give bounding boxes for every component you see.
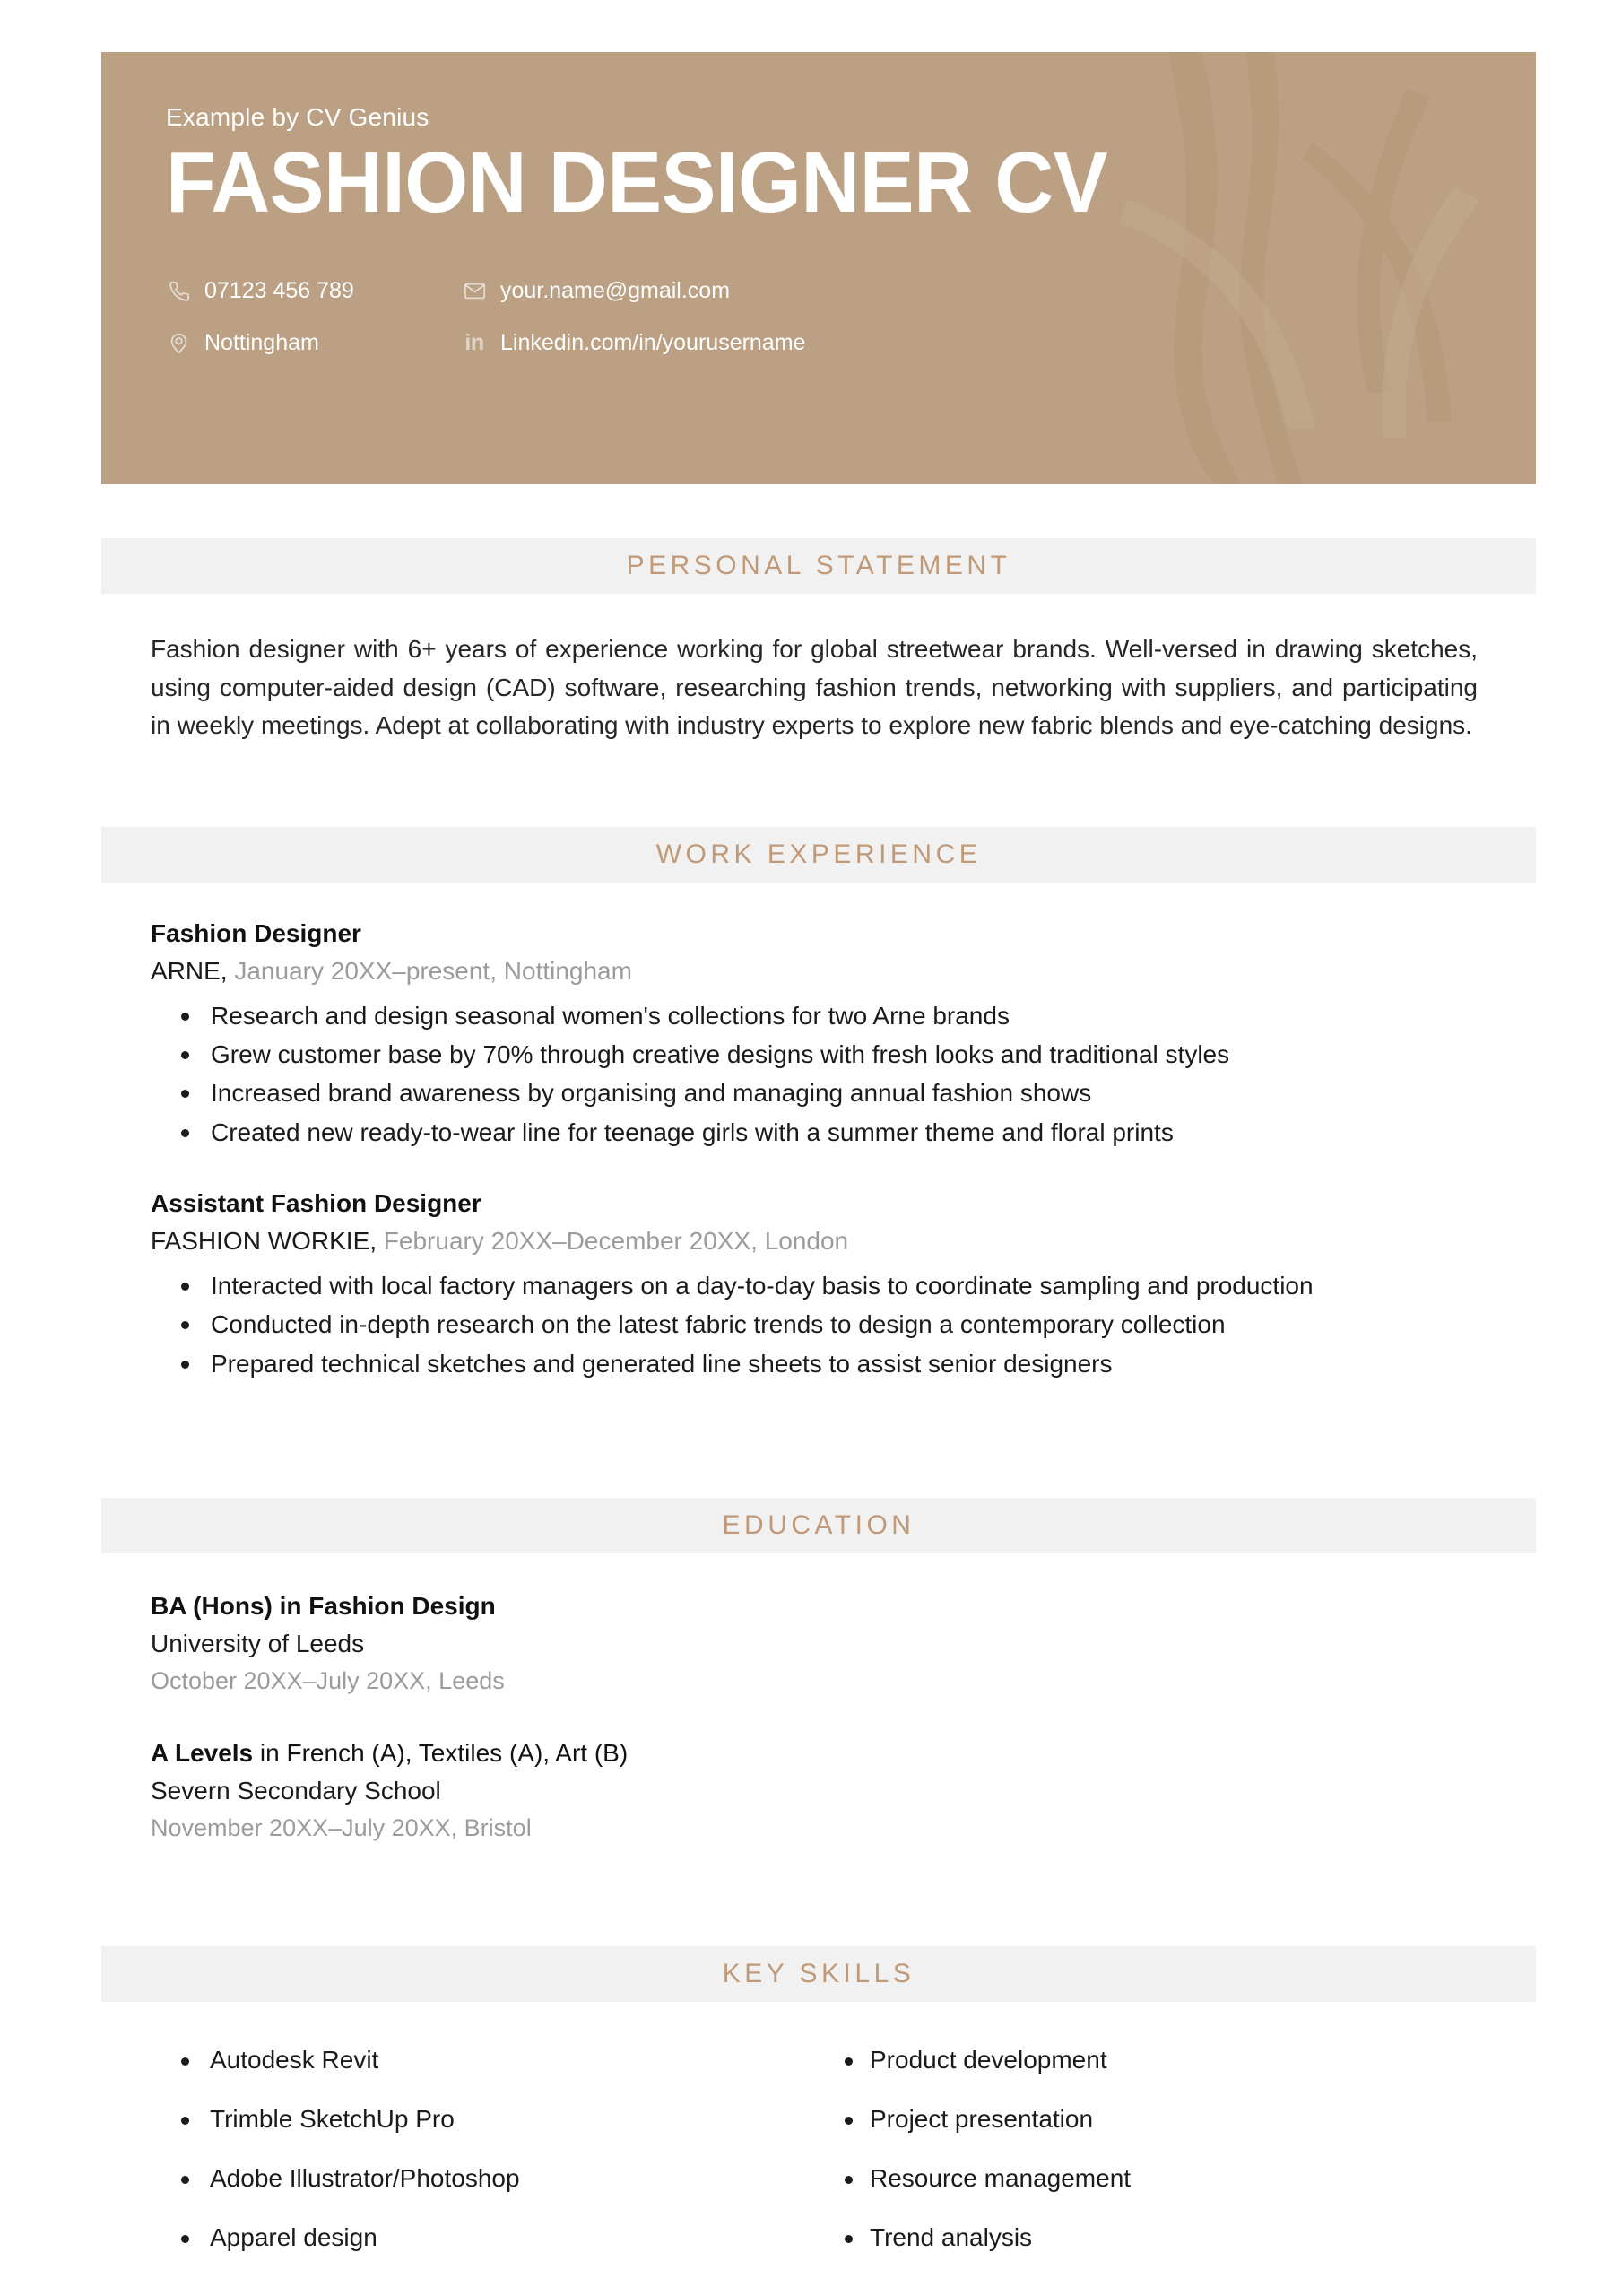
education-degree-bold: A Levels <box>151 1739 254 1768</box>
list-item: Trend analysis <box>814 2225 1478 2250</box>
education-institution: University of Leeds <box>151 1629 365 1657</box>
list-item: Resource management <box>814 2166 1478 2191</box>
list-item: Trimble SketchUp Pro <box>151 2107 814 2132</box>
education-institution: Severn Secondary School <box>151 1776 441 1805</box>
contact-phone[interactable] <box>166 278 462 303</box>
list-item: Product development <box>814 2048 1478 2073</box>
cv-header <box>101 52 1536 484</box>
job-bullet-list <box>151 997 1478 1152</box>
contact-email-value: your.name@gmail.com <box>500 277 731 303</box>
header-byline: Example by CV Genius <box>166 103 429 131</box>
work-entry <box>151 917 1478 1151</box>
section-title-personal-statement: PERSONAL STATEMENT <box>626 551 1011 580</box>
personal-statement-text: Fashion designer with 6+ years of experience working for global streetwear brands. Well-versed in drawing sketches, using computer-aided design (CAD) software, researching fashion trends, networking with suppliers, and participating in weekly meetings. Adept at collaborating with industry experts to explore new fabric blends and eye-catching designs. <box>151 635 1478 740</box>
work-entry <box>151 1187 1478 1382</box>
section-title-work-experience: WORK EXPERIENCE <box>655 839 982 869</box>
education-dates: October 20XX–July 20XX, Leeds <box>151 1666 505 1694</box>
contact-linkedin-value: Linkedin.com/in/yourusername <box>500 329 806 355</box>
contact-location[interactable] <box>166 330 462 355</box>
education-degree-detail: in French (A), Textiles (A), Art (B) <box>253 1739 629 1768</box>
key-skills-block <box>151 2048 1478 2284</box>
list-item: Created new ready-to-wear line for teenage girls with a summer theme and floral prints <box>151 1114 1478 1151</box>
list-item: Prepared technical sketches and generated line sheets to assist senior designers <box>151 1345 1478 1382</box>
list-item: Autodesk Revit <box>151 2048 814 2073</box>
list-item: Conducted in-depth research on the latest fabric trends to design a contemporary collection <box>151 1306 1478 1343</box>
education-degree <box>151 1736 1478 1770</box>
envelope-icon <box>462 278 487 303</box>
list-item: Apparel design <box>151 2225 814 2250</box>
education-degree-bold: BA (Hons) in Fashion Design <box>151 1592 496 1620</box>
list-item: Increased brand awareness by organising and managing annual fashion shows <box>151 1074 1478 1111</box>
phone-icon <box>166 278 191 303</box>
contact-info-grid <box>166 278 1536 355</box>
list-item: Interacted with local factory managers on a day-to-day basis to coordinate sampling and production <box>151 1267 1478 1304</box>
section-title-key-skills: KEY SKILLS <box>722 1959 915 1988</box>
contact-location-value: Nottingham <box>204 329 319 355</box>
location-pin-icon <box>166 330 191 355</box>
personal-statement-block <box>151 631 1478 745</box>
job-company: FASHION WORKIE, <box>151 1227 377 1256</box>
job-company: ARNE, <box>151 956 228 985</box>
job-bullet-list <box>151 1267 1478 1382</box>
section-header-education <box>101 1498 1536 1553</box>
section-title-education: EDUCATION <box>722 1510 915 1540</box>
header-content <box>101 52 1536 355</box>
list-item: Project presentation <box>814 2107 1478 2132</box>
work-experience-block <box>151 917 1478 1384</box>
education-degree <box>151 1589 1478 1623</box>
skills-left-column <box>151 2048 814 2284</box>
list-item: Research and design seasonal women's collections for two Arne brands <box>151 997 1478 1034</box>
section-header-personal-statement <box>101 538 1536 594</box>
list-item: Grew customer base by 70% through creative designs with fresh looks and traditional styles <box>151 1036 1478 1073</box>
job-dates-location: February 20XX–December 20XX, London <box>377 1227 849 1256</box>
list-item: Adobe Illustrator/Photoshop <box>151 2166 814 2191</box>
section-header-key-skills <box>101 1946 1536 2002</box>
section-header-work-experience <box>101 827 1536 883</box>
contact-phone-value: 07123 456 789 <box>204 277 354 303</box>
job-company-line <box>151 954 1478 988</box>
education-block <box>151 1589 1478 1844</box>
job-role: Assistant Fashion Designer <box>151 1189 481 1218</box>
skills-right-column <box>814 2048 1478 2284</box>
page-title: FASHION DESIGNER CV <box>166 134 1108 230</box>
contact-linkedin[interactable] <box>462 330 1536 355</box>
job-company-line <box>151 1224 1478 1258</box>
education-entry <box>151 1589 1478 1697</box>
linkedin-icon: in <box>464 329 484 355</box>
skills-two-column-grid <box>151 2048 1478 2284</box>
education-dates: November 20XX–July 20XX, Bristol <box>151 1813 532 1841</box>
job-dates-location: January 20XX–present, Nottingham <box>227 956 632 985</box>
contact-email[interactable] <box>462 278 1536 303</box>
education-entry <box>151 1736 1478 1844</box>
job-role: Fashion Designer <box>151 919 361 947</box>
